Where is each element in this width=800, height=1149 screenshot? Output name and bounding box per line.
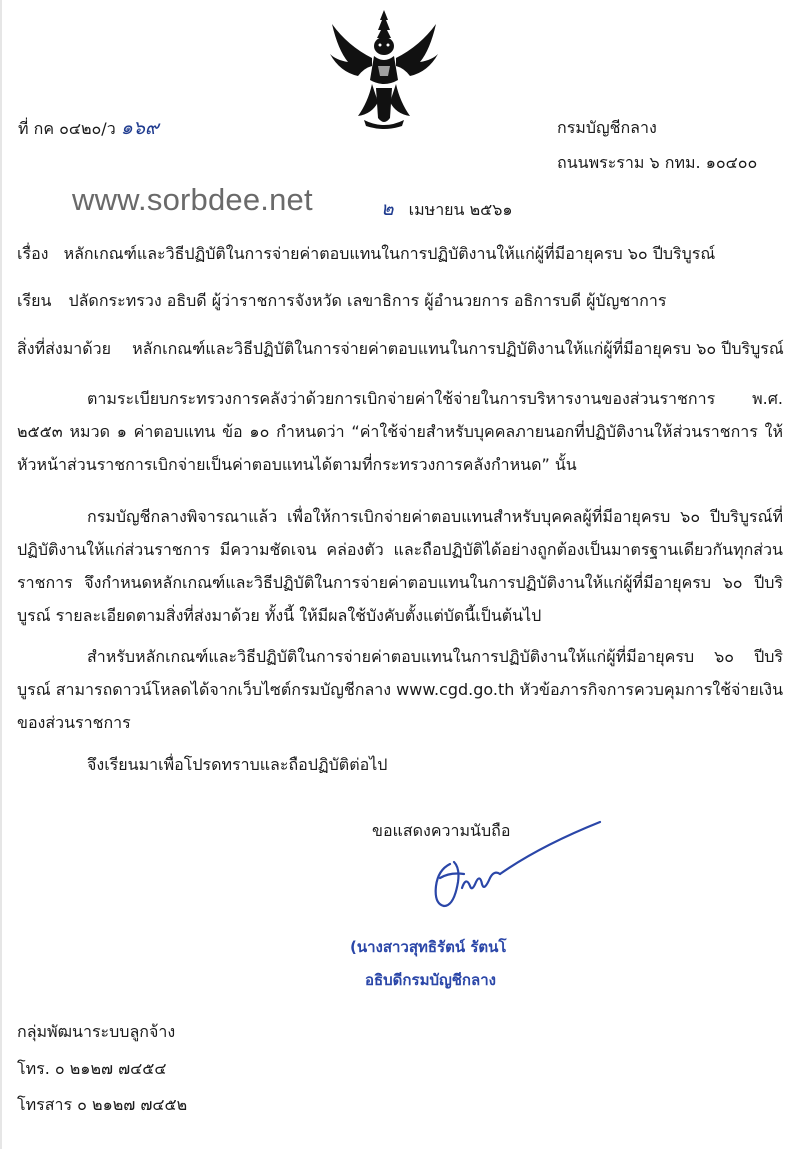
body-paragraph-4: จึงเรียนมาเพื่อโปรดทราบและถือปฏิบัติต่อไป <box>87 755 388 774</box>
salutation-line: เรียน ปลัดกระทรวง อธิบดี ผู้ว่าราชการจังหวัด เลขาธิการ ผู้อำนวยการ อธิการบดี ผู้บัญชาการ <box>17 291 667 310</box>
body-paragraph-2: กรมบัญชีกลางพิจารณาแล้ว เพื่อให้การเบิกจ่ายค่าตอบแทนสำหรับบุคคลผู้ที่มีอายุครบ ๖๐ ปีบริบูรณ์ที่ปฏิบัติงานให้แก่ส่วนราชการ มีความชัดเจน คล่องตัว และถือปฏิบัติได้อย่างถูกต้องเป็นมาตรฐานเดียวกันทุกส่วนราชการ จึงกำหนดหลักเกณฑ์และวิธีปฏิบัติในการจ่ายค่าตอบแทนในการปฏิบัติงานให้แก่ผู้ที่มีอายุครบ ๖๐ ปีบริบูรณ์ รายละเอียดตามสิ่งที่ส่งมาด้วย ทั้งนี้ ให้มีผลใช้บังคับตั้งแต่บัดนี้เป็นต้นไป <box>17 507 783 625</box>
handwritten-ref: ๑๖๙ <box>120 117 159 139</box>
body-paragraph-1: ตามระเบียบกระทรวงการคลังว่าด้วยการเบิกจ่ายค่าใช้จ่ายในการบริหารงานของส่วนราชการ พ.ศ. ๒๕๕๓ หมวด ๑ ค่าตอบแทน ข้อ ๑๐ กำหนดว่า “ค่าใช้จ่ายสำหรับบุคคลภายนอกที่ปฏิบัติงานให้ส่วนราชการ ให้หัวหน้าส่วนราชการเบิกจ่ายเป็นค่าตอบแทนได้ตามที่กระทรวงการคลังกำหนด” นั้น <box>17 389 783 474</box>
subject-line: เรื่อง หลักเกณฑ์และวิธีปฏิบัติในการจ่ายค่าตอบแทนในการปฏิบัติงานให้แก่ผู้ที่มีอายุครบ ๖๐ ปีบริบูรณ์ <box>17 244 716 263</box>
watermark-text: www.sorbdee.net <box>72 182 313 217</box>
letter-date: ๒ เมษายน ๒๕๖๑ <box>381 198 513 220</box>
garuda-emblem-icon <box>328 6 440 130</box>
enclosure-line: สิ่งที่ส่งมาด้วย หลักเกณฑ์และวิธีปฏิบัติในการจ่ายค่าตอบแทนในการปฏิบัติงานให้แก่ผู้ที่มีอายุครบ ๖๐ ปีบริบูรณ์ <box>17 339 784 358</box>
scan-edge <box>0 0 2 1149</box>
handwritten-day: ๒ <box>381 198 394 220</box>
contact-fax: โทรสาร ๐ ๒๑๒๗ ๗๔๕๒ <box>17 1095 188 1114</box>
closing-text: ขอแสดงความนับถือ <box>372 821 511 840</box>
agency-name: กรมบัญชีกลาง <box>557 118 657 137</box>
contact-unit: กลุ่มพัฒนาระบบลูกจ้าง <box>17 1022 176 1041</box>
signer-name: (นางสาวสุทธิรัตน์ รัตนโ <box>350 938 507 956</box>
reference-number: ที่ กค ๐๔๒๐/ว ๑๖๙ <box>18 117 159 139</box>
agency-address: ถนนพระราม ๖ กทม. ๑๐๔๐๐ <box>557 153 758 172</box>
handwritten-signature-icon <box>420 812 610 922</box>
signer-title: อธิบดีกรมบัญชีกลาง <box>365 971 496 989</box>
contact-phone: โทร. ๐ ๒๑๒๗ ๗๔๕๔ <box>17 1059 167 1078</box>
body-paragraph-3: สำหรับหลักเกณฑ์และวิธีปฏิบัติในการจ่ายค่าตอบแทนในการปฏิบัติงานให้แก่ผู้ที่มีอายุครบ ๖๐ ปีบริบูรณ์ สามารถดาวน์โหลดได้จากเว็บไซต์กรมบัญชีกลาง www.cgd.go.th หัวข้อภารกิจการควบคุมการใช้จ่ายเงินของส่วนราชการ <box>17 647 783 732</box>
